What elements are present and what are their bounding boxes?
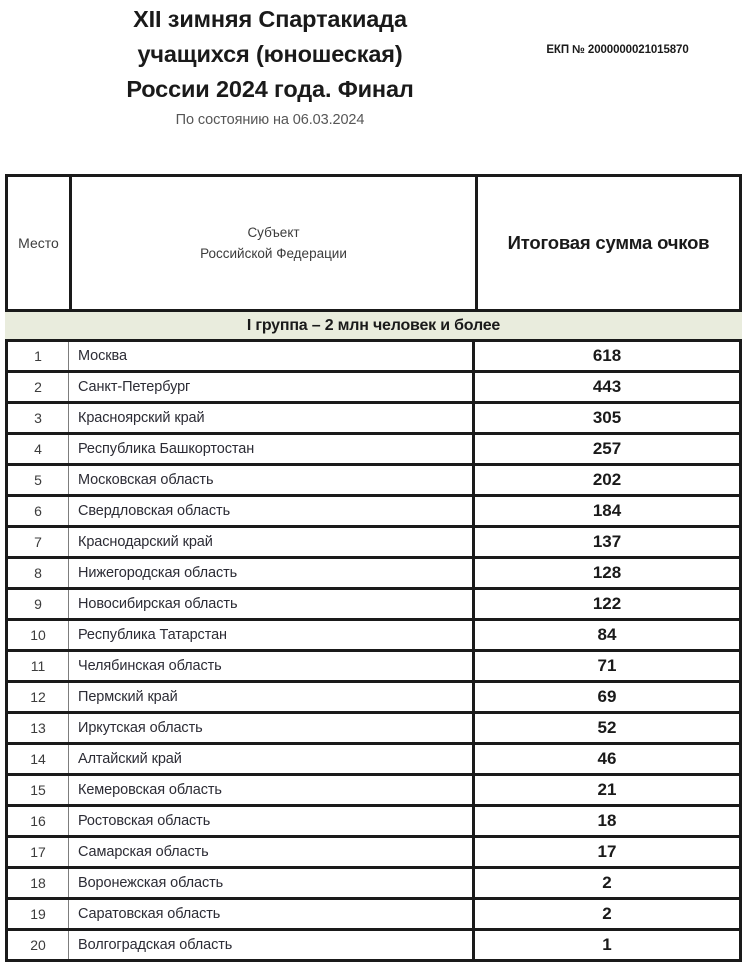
cell-place: 9 [5, 590, 69, 618]
cell-region: Новосибирская область [69, 590, 475, 618]
cell-region: Краснодарский край [69, 528, 475, 556]
cell-place: 15 [5, 776, 69, 804]
cell-points: 443 [475, 373, 742, 401]
cell-region: Москва [69, 342, 475, 370]
table-row [5, 838, 742, 869]
cell-region: Красноярский край [69, 404, 475, 432]
cell-points: 1 [475, 931, 742, 959]
cell-points: 71 [475, 652, 742, 680]
page-title [40, 2, 500, 128]
cell-points: 2 [475, 869, 742, 897]
cell-points: 618 [475, 342, 742, 370]
table-row [5, 373, 742, 404]
cell-region: Волгоградская область [69, 931, 475, 959]
cell-region: Санкт-Петербург [69, 373, 475, 401]
table-row [5, 404, 742, 435]
cell-points: 52 [475, 714, 742, 742]
column-header-region-line-1: Субъект [247, 225, 300, 240]
table-row [5, 435, 742, 466]
table-row [5, 652, 742, 683]
table-row [5, 466, 742, 497]
cell-points: 257 [475, 435, 742, 463]
cell-region: Самарская область [69, 838, 475, 866]
column-header-region [69, 177, 475, 309]
cell-region: Республика Татарстан [69, 621, 475, 649]
cell-points: 17 [475, 838, 742, 866]
cell-points: 84 [475, 621, 742, 649]
cell-place: 5 [5, 466, 69, 494]
table-row [5, 745, 742, 776]
cell-points: 184 [475, 497, 742, 525]
cell-place: 10 [5, 621, 69, 649]
cell-place: 17 [5, 838, 69, 866]
cell-place: 18 [5, 869, 69, 897]
cell-region: Свердловская область [69, 497, 475, 525]
cell-place: 2 [5, 373, 69, 401]
cell-points: 202 [475, 466, 742, 494]
cell-place: 11 [5, 652, 69, 680]
cell-region: Пермский край [69, 683, 475, 711]
table-row [5, 621, 742, 652]
cell-region: Саратовская область [69, 900, 475, 928]
cell-region: Кемеровская область [69, 776, 475, 804]
cell-place: 7 [5, 528, 69, 556]
cell-points: 137 [475, 528, 742, 556]
as-of-date-subtitle: По состоянию на 06.03.2024 [175, 112, 365, 128]
column-header-region-line-2: Российской Федерации [200, 246, 347, 261]
table-row [5, 776, 742, 807]
column-header-points: Итоговая сумма очков [475, 177, 742, 309]
cell-region: Иркутская область [69, 714, 475, 742]
page-title-line-1: XII зимняя Спартакиада [133, 6, 407, 32]
page-title-line-2: учащихся (юношеская) [137, 41, 403, 67]
cell-place: 16 [5, 807, 69, 835]
cell-region: Воронежская область [69, 869, 475, 897]
table-header-row [5, 177, 742, 312]
table-row [5, 714, 742, 745]
cell-place: 14 [5, 745, 69, 773]
document-header [0, 0, 750, 174]
table-row [5, 869, 742, 900]
cell-place: 4 [5, 435, 69, 463]
page-title-line-3: России 2024 года. Финал [126, 76, 414, 102]
group-band-i: I группа – 2 млн человек и более [5, 312, 742, 342]
cell-place: 8 [5, 559, 69, 587]
cell-points: 305 [475, 404, 742, 432]
cell-region: Ростовская область [69, 807, 475, 835]
column-header-place: Место [5, 177, 69, 309]
table-row [5, 900, 742, 931]
cell-region: Московская область [69, 466, 475, 494]
cell-points: 2 [475, 900, 742, 928]
table-row [5, 559, 742, 590]
table-row [5, 497, 742, 528]
standings-table [5, 174, 742, 962]
cell-place: 19 [5, 900, 69, 928]
table-row [5, 528, 742, 559]
cell-region: Нижегородская область [69, 559, 475, 587]
cell-points: 128 [475, 559, 742, 587]
table-row [5, 590, 742, 621]
table-row [5, 931, 742, 962]
cell-region: Алтайский край [69, 745, 475, 773]
cell-place: 20 [5, 931, 69, 959]
cell-points: 18 [475, 807, 742, 835]
table-row [5, 807, 742, 838]
cell-place: 13 [5, 714, 69, 742]
cell-region: Республика Башкортостан [69, 435, 475, 463]
table-row [5, 683, 742, 714]
cell-points: 122 [475, 590, 742, 618]
table-body [5, 342, 742, 962]
ekp-number: ЕКП № 2000000021015870 [546, 44, 689, 56]
cell-points: 46 [475, 745, 742, 773]
cell-place: 6 [5, 497, 69, 525]
cell-points: 21 [475, 776, 742, 804]
cell-place: 12 [5, 683, 69, 711]
table-row [5, 342, 742, 373]
cell-place: 3 [5, 404, 69, 432]
cell-place: 1 [5, 342, 69, 370]
cell-region: Челябинская область [69, 652, 475, 680]
cell-points: 69 [475, 683, 742, 711]
